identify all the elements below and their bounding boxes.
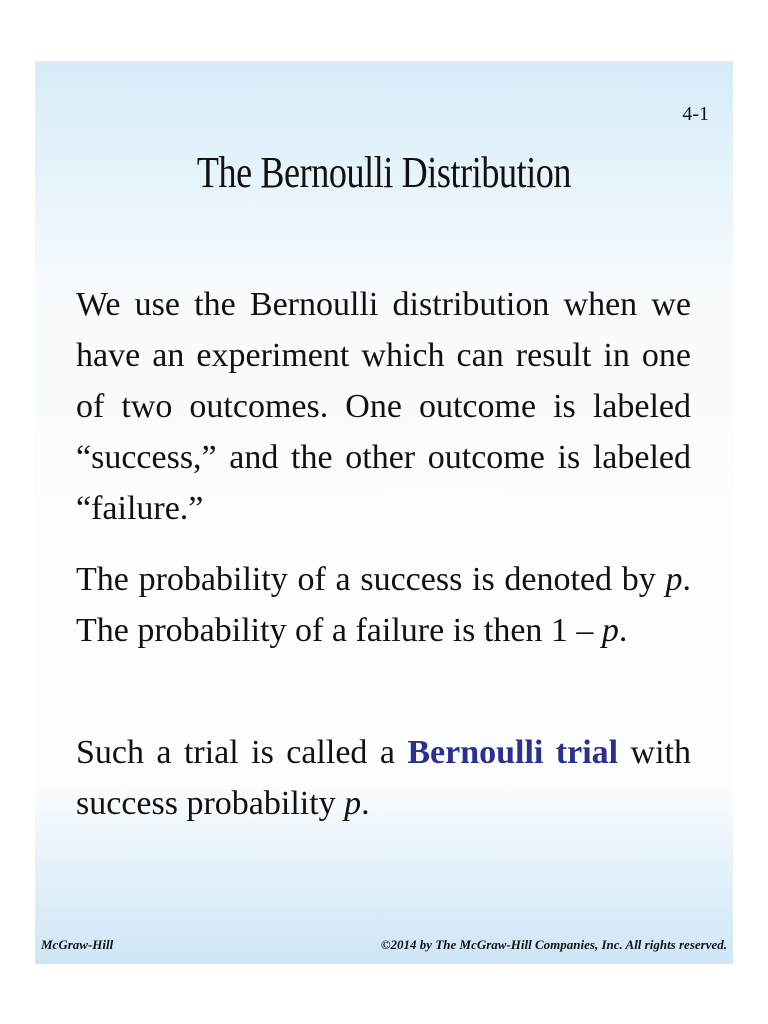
footer-copyright: ©2014 by The McGraw-Hill Companies, Inc. All rights reserved.	[380, 937, 727, 952]
paragraph-trial-text: with success probability	[76, 734, 692, 822]
slide-title: The Bernoulli Distribution	[196, 148, 572, 197]
paragraph-trial-text: .	[361, 785, 370, 822]
bernoulli-trial-term: Bernoulli trial	[407, 734, 619, 771]
paragraph-probability	[76, 554, 691, 656]
page-number: 4-1	[682, 103, 709, 125]
slide	[35, 61, 733, 964]
paragraph-probability-text: .	[618, 612, 628, 649]
paragraph-definition: We use the Bernoulli distribution when we have an experiment which can result in one of two outcomes. One outcome is labeled “success,” and the other outcome is labeled “failure.”	[76, 286, 691, 527]
variable-p: p	[601, 612, 619, 649]
paragraph-probability-text: . The probability of a failure is then 1 –	[76, 561, 691, 649]
paragraph-trial-text: Such a trial is called a	[76, 734, 408, 771]
paragraph-probability-text: The probability of a success is denoted by	[76, 561, 666, 598]
paragraph-trial	[76, 727, 691, 829]
footer-publisher: McGraw-Hill	[41, 937, 114, 952]
variable-p: p	[344, 785, 362, 822]
variable-p: p	[665, 561, 683, 598]
